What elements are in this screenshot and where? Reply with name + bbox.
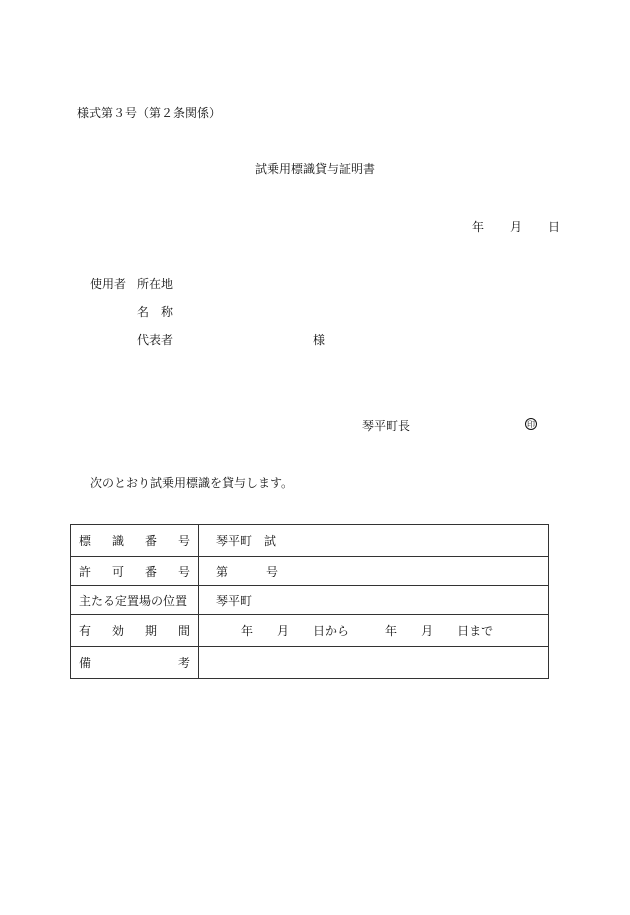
table-label-storage-location: 主たる定置場の位置 (71, 586, 199, 615)
date-year-label: 年 (472, 220, 485, 234)
table-value-storage-location: 琴平町 (199, 586, 549, 615)
mayor-label: 琴平町長 (362, 419, 411, 433)
representative-label: 代表者 (137, 333, 174, 347)
seal-icon: 印 (527, 420, 535, 429)
table-row (71, 557, 549, 586)
table-label-sign-number: 標 識 番 号 (71, 525, 199, 557)
table-value-sign-number: 琴平町 試 (199, 525, 549, 557)
address-label: 所在地 (137, 277, 174, 291)
table-label-remarks: 備 考 (71, 647, 199, 679)
table-row (71, 525, 549, 557)
name-label: 名 称 (137, 305, 174, 319)
table-value-permit-number: 第 号 (199, 557, 549, 586)
document-title: 試乗用標識貸与証明書 (254, 162, 375, 176)
user-label: 使用者 (90, 277, 127, 291)
form-number: 様式第３号（第２条関係） (77, 106, 222, 120)
table-value-validity-period: 年 月 日から 年 月 日まで (199, 615, 549, 647)
statement-text: 次のとおり試乗用標識を貸与します。 (90, 476, 294, 490)
table-row (71, 586, 549, 615)
table-label-permit-number: 許 可 番 号 (71, 557, 199, 586)
table-row (71, 647, 549, 679)
table-value-remarks (199, 647, 549, 679)
honorific-label: 様 (313, 333, 326, 347)
table-row (71, 615, 549, 647)
table-label-validity-period: 有 効 期 間 (71, 615, 199, 647)
date-month-label: 月 (510, 220, 523, 234)
date-day-label: 日 (548, 220, 561, 234)
info-table (70, 524, 549, 679)
date-line (472, 220, 560, 234)
